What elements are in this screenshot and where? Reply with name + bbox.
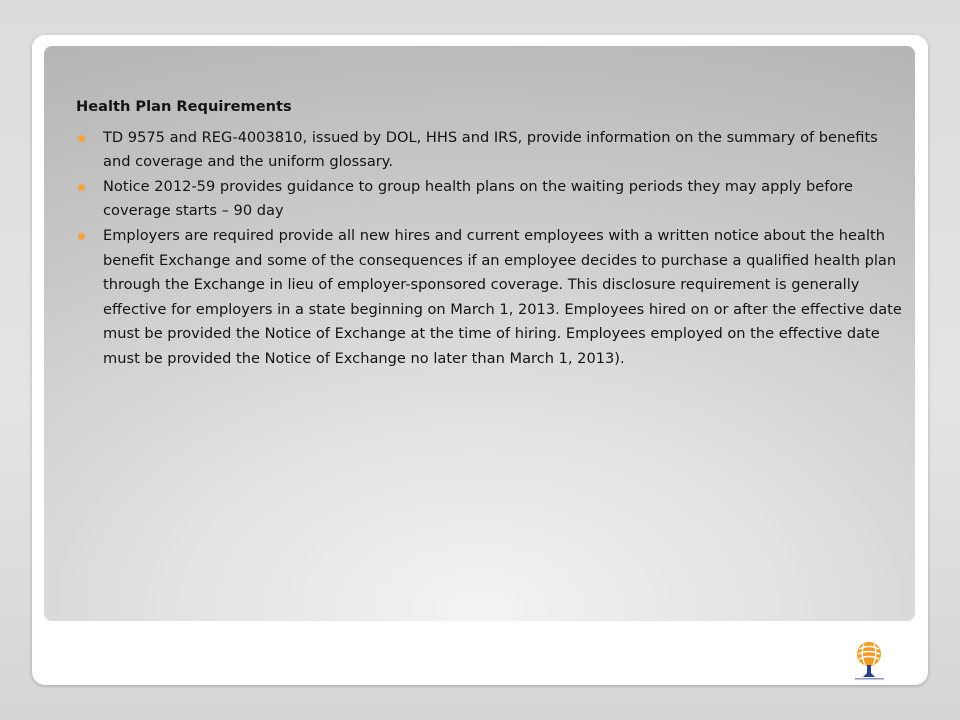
content-panel — [44, 46, 915, 621]
slide — [32, 35, 928, 685]
slide-heading: Health Plan Requirements — [76, 98, 292, 115]
bullet-item — [76, 224, 906, 372]
tree-trunk — [863, 665, 875, 677]
bullet-list — [76, 126, 906, 372]
bullet-text: TD 9575 and REG-4003810, issued by DOL, HHS and IRS, provide information on the summary of benefits and coverage and the uniform glossary. — [103, 128, 878, 171]
bullet-item — [76, 175, 906, 224]
bullet-dot-icon — [78, 233, 85, 240]
text-block — [76, 95, 906, 372]
tree-logo-icon — [847, 640, 892, 682]
bullet-item — [76, 126, 906, 175]
bullet-dot-icon — [78, 135, 85, 142]
bullet-dot-icon — [78, 184, 85, 191]
tree-foliage — [857, 642, 881, 666]
bullet-text: Notice 2012-59 provides guidance to group health plans on the waiting periods they may apply before coverage starts – 90 day — [103, 177, 853, 220]
bullet-text: Employers are required provide all new hires and current employees with a written notice about the health benefit Exchange and some of the consequences if an employee decides to purchase a qualified health plan through the Exchange in lieu of employer-sponsored coverage. This disclosure requirement is generally effective for employers in a state beginning on March 1, 2013. Employees hired on or after the effective date must be provided the Notice of Exchange at the time of hiring. Employees employed on the effective date must be provided the Notice of Exchange no later than March 1, 2013). — [103, 226, 902, 367]
